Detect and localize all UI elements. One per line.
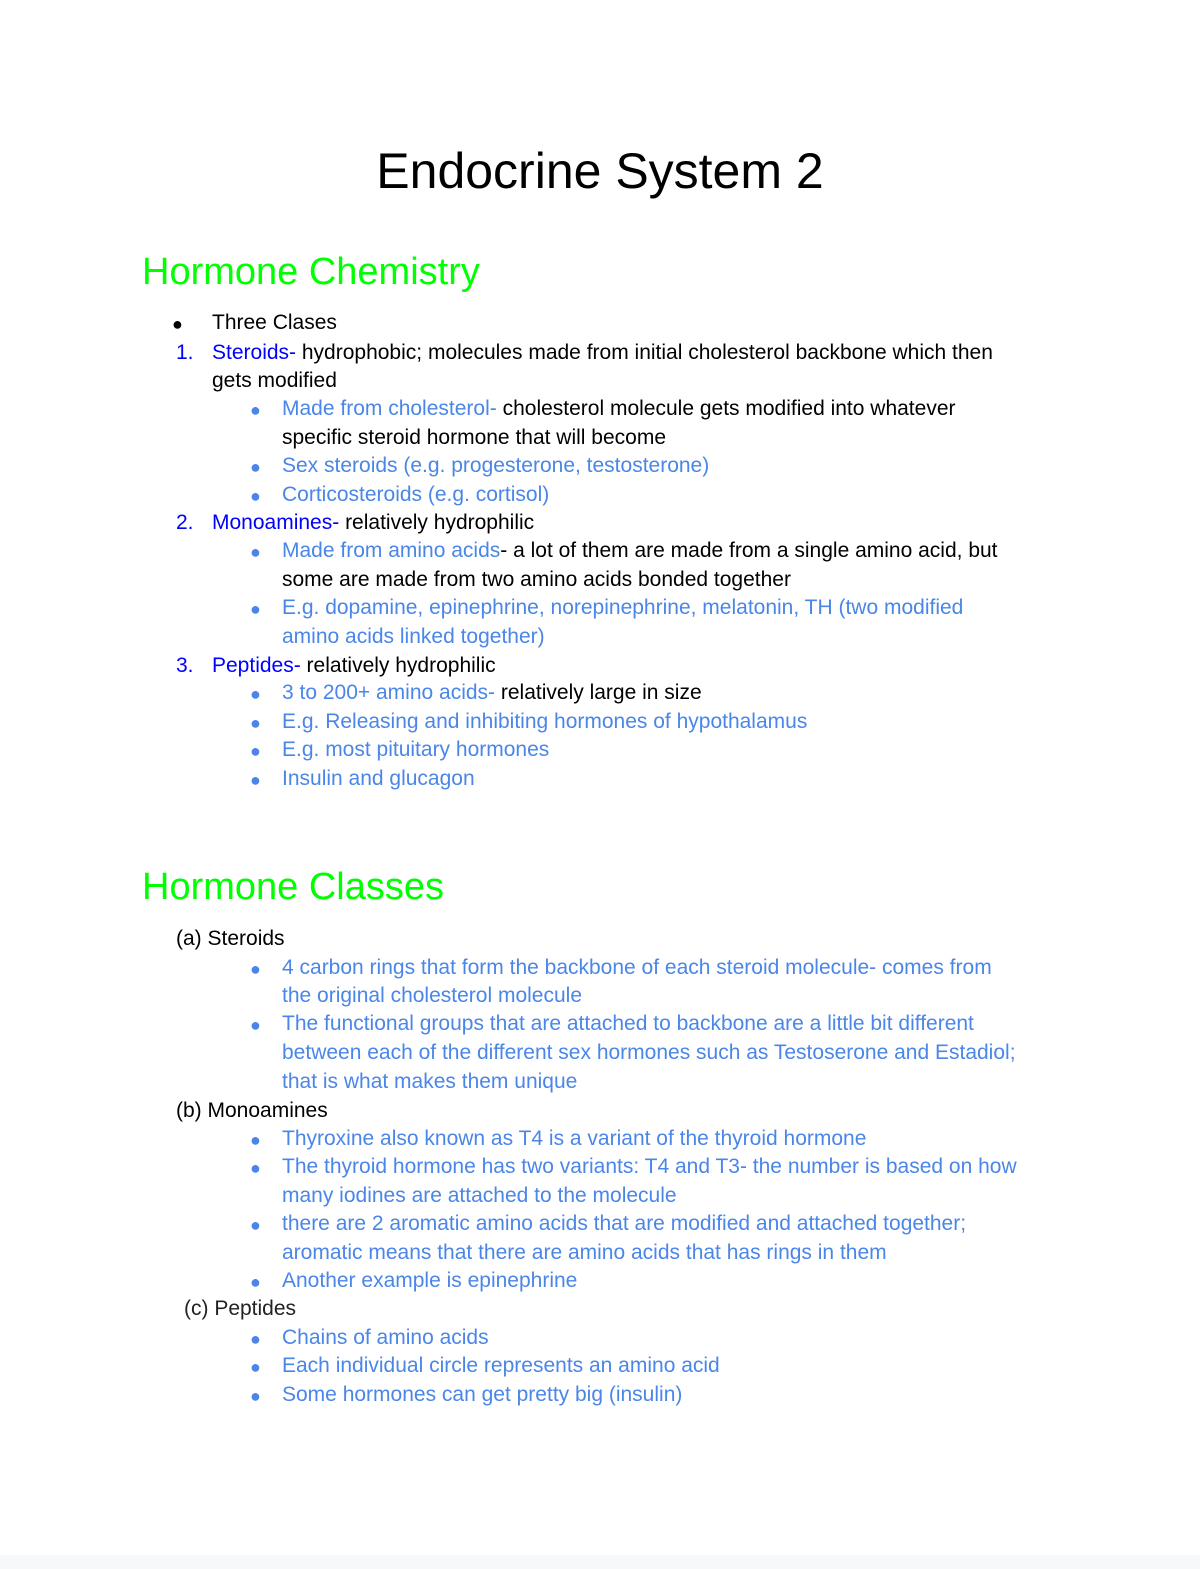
list-number: 1. <box>176 341 194 364</box>
list-item <box>212 339 993 367</box>
list-item-continuation: many iodines are attached to the molecule <box>282 1184 677 1207</box>
page-title: Endocrine System 2 <box>376 143 824 199</box>
term-description: relatively large in size <box>495 681 702 704</box>
term-label: Peptides- <box>212 654 301 677</box>
group-label: (a) Steroids <box>176 927 285 950</box>
term-description: hydrophobic; molecules made from initial cholesterol backbone which then <box>296 341 993 364</box>
bullet-marker: ● <box>250 1158 261 1178</box>
list-item: The functional groups that are attached to backbone are a little bit different <box>282 1012 974 1035</box>
list-item-continuation: between each of the different sex hormones such as Testoserone and Estadiol; <box>282 1041 1016 1064</box>
term-label: 3 to 200+ amino acids- <box>282 681 496 704</box>
term-label: Made from amino acids <box>282 539 501 562</box>
term-description: relatively hydrophilic <box>300 654 496 677</box>
list-item: E.g. most pituitary hormones <box>282 738 550 761</box>
term-label: Made from cholesterol- <box>282 397 497 420</box>
bullet-marker: ● <box>250 959 261 979</box>
list-item-continuation: the original cholesterol molecule <box>282 984 582 1007</box>
bullet-marker: ● <box>250 457 261 477</box>
bullet-marker: ● <box>250 684 261 704</box>
list-item-continuation: amino acids linked together) <box>282 625 545 648</box>
list-item: Some hormones can get pretty big (insulin) <box>282 1383 683 1406</box>
list-number: 3. <box>176 654 194 677</box>
list-item <box>212 509 534 537</box>
list-item: 4 carbon rings that form the backbone of each steroid molecule- comes from <box>282 956 992 979</box>
bullet-marker: ● <box>250 599 261 619</box>
bullet-marker: ● <box>250 741 261 761</box>
list-item: E.g. dopamine, epinephrine, norepinephrine, melatonin, TH (two modified <box>282 596 964 619</box>
list-item <box>212 652 496 680</box>
page-bottom-edge <box>0 1555 1200 1569</box>
list-item-continuation: specific steroid hormone that will become <box>282 426 667 449</box>
bullet-marker: ● <box>250 770 261 790</box>
list-item-continuation: some are made from two amino acids bonded together <box>282 568 791 591</box>
group-label: (b) Monoamines <box>176 1099 328 1122</box>
list-item: Three Clases <box>212 311 337 334</box>
bullet-marker: ● <box>250 1329 261 1349</box>
bullet-marker: ● <box>250 1386 261 1406</box>
list-item <box>282 395 956 423</box>
list-item: Each individual circle represents an amino acid <box>282 1354 720 1377</box>
list-item: The thyroid hormone has two variants: T4 and T3- the number is based on how <box>282 1155 1017 1178</box>
list-item: Another example is epinephrine <box>282 1269 578 1292</box>
list-item: Chains of amino acids <box>282 1326 489 1349</box>
list-item-continuation: that is what makes them unique <box>282 1070 578 1093</box>
bullet-marker: ● <box>250 1272 261 1292</box>
list-item: Corticosteroids (e.g. cortisol) <box>282 483 550 506</box>
bullet-marker: ● <box>250 1215 261 1235</box>
list-item <box>282 679 702 707</box>
section-heading-chemistry: Hormone Chemistry <box>142 251 480 293</box>
term-label: Monoamines- <box>212 511 340 534</box>
term-description: - a lot of them are made from a single amino acid, but <box>500 539 998 562</box>
bullet-marker: ● <box>172 314 183 334</box>
bullet-marker: ● <box>250 1357 261 1377</box>
group-label: (c) Peptides <box>184 1297 297 1320</box>
section-heading-classes: Hormone Classes <box>142 866 444 908</box>
bullet-marker: ● <box>250 542 261 562</box>
list-item: E.g. Releasing and inhibiting hormones of hypothalamus <box>282 710 808 733</box>
term-description: cholesterol molecule gets modified into whatever <box>496 397 956 420</box>
list-item: Thyroxine also known as T4 is a variant of the thyroid hormone <box>282 1127 867 1150</box>
term-description: relatively hydrophilic <box>339 511 535 534</box>
bullet-marker: ● <box>250 486 261 506</box>
list-item: there are 2 aromatic amino acids that are modified and attached together; <box>282 1212 967 1235</box>
list-item <box>282 537 998 565</box>
bullet-marker: ● <box>250 1015 261 1035</box>
list-item-continuation: aromatic means that there are amino acids that has rings in them <box>282 1241 887 1264</box>
bullet-marker: ● <box>250 400 261 420</box>
list-item: Insulin and glucagon <box>282 767 475 790</box>
list-number: 2. <box>176 511 194 534</box>
list-item: Sex steroids (e.g. progesterone, testosterone) <box>282 454 710 477</box>
bullet-marker: ● <box>250 1130 261 1150</box>
list-item-continuation: gets modified <box>212 369 337 392</box>
bullet-marker: ● <box>250 713 261 733</box>
term-label: Steroids- <box>212 341 297 364</box>
